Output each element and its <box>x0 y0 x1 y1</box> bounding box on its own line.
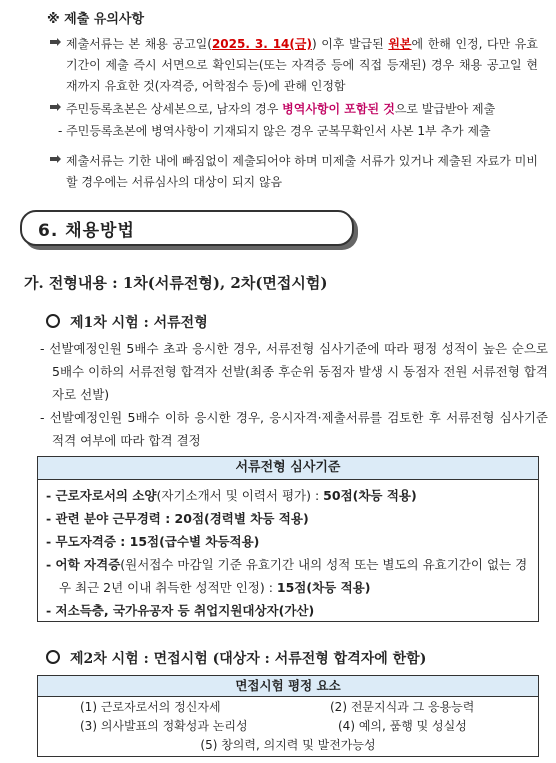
pointing-hand-icon <box>49 154 62 164</box>
notice-item-2-text-a: 주민등록초본은 상세본으로, 남자의 경우 <box>66 102 283 116</box>
section-header <box>20 210 354 246</box>
interview-items <box>38 697 538 755</box>
pointing-hand-icon <box>49 102 62 112</box>
stage1-heading <box>46 312 208 332</box>
criteria-item: - 무도자격증 : 15점(급수별 차등적용) <box>46 534 260 549</box>
notice-item-1-text-b: ) 이후 발급된 <box>311 37 389 51</box>
criteria-header: 서류전형 심사기준 <box>38 457 538 480</box>
notice-item-3-text: 제출서류는 기한 내에 빠짐없이 제출되어야 하며 미제출 서류가 있거나 제출된 자료가 미비할 경우에는 서류심사의 대상이 되지 않음 <box>66 154 538 189</box>
stage1-paragraph-2: - 선발예정인원 5배수 이하 응시한 경우, 응시자격·제출서류를 검토한 후 서류전형 심사기준 적격 여부에 따라 합격 결정 <box>40 410 548 448</box>
notice-item-2-text-b: 으로 발급받아 제출 <box>394 102 496 116</box>
circle-bullet-icon <box>46 650 60 664</box>
interview-item: (2) 전문지식과 그 응용능력 <box>330 700 475 714</box>
stage2-heading <box>46 648 426 668</box>
notice-military-highlight: 병역사항이 포함된 것 <box>282 102 395 116</box>
criteria-item: - 관련 분야 근무경력 : 20점(경력별 차등 적용) <box>46 511 309 526</box>
notice-item-1-text-a: 제출서류는 본 채용 공고일( <box>66 37 212 51</box>
interview-item: (4) 예의, 품행 및 성실성 <box>338 719 467 733</box>
criteria-table <box>37 456 539 622</box>
stage2-title: 제2차 시험 : 면접시험 (대상자 : 서류전형 합격자에 한함) <box>70 651 427 667</box>
stage1-title: 제1차 시험 : 서류전형 <box>70 315 208 331</box>
interview-item: (1) 근로자로서의 정신자세 <box>80 700 221 714</box>
notice-item-3 <box>66 151 538 193</box>
notice-item-1 <box>66 34 538 97</box>
criteria-item: - 저소득층, 국가유공자 등 취업지원대상자(가산) <box>46 603 315 618</box>
interview-item: (5) 창의력, 의지력 및 발전가능성 <box>200 738 376 752</box>
notice-title: ※ 제출 유의사항 <box>47 12 145 27</box>
notice-original-highlight: 원본 <box>388 37 412 51</box>
circle-bullet-icon <box>46 314 60 328</box>
interview-item: (3) 의사발표의 정확성과 논리성 <box>80 719 248 733</box>
notice-item-2 <box>66 99 538 120</box>
stage1-paragraph-1: - 선발예정인원 5배수 초과 응시한 경우, 서류전형 심사기준에 따라 평정 성적이 높은 순으로 5배수 이하의 서류전형 합격자 선발(최종 후순위 동점자 발생 시 동점자 전원 서류전형 합격자로 선발) <box>40 341 548 402</box>
notice-date: 2025. 3. 14(금) <box>211 37 312 51</box>
section-title: 6. 채용방법 <box>38 221 135 241</box>
interview-header: 면접시험 평정 요소 <box>38 676 538 697</box>
notice-item-2-sub: - 주민등록초본에 병역사항이 기재되지 않은 경우 군복무확인서 사본 1부 추가 제출 <box>58 124 491 138</box>
interview-table <box>37 675 539 757</box>
pointing-hand-icon <box>49 37 62 47</box>
criteria-list <box>38 480 538 622</box>
criteria-item: - 근로자로서의 소양(자기소개서 및 이력서 평가) : 50점(차등 적용) <box>46 488 417 503</box>
criteria-item: - 어학 자격증(원서접수 마감일 기준 유효기간 내의 성적 또는 별도의 유효기간이 없는 경우 최근 2년 이내 취득한 성적만 인정) : 15점(차등 적용) <box>46 557 528 595</box>
subsection-title: 가. 전형내용 : 1차(서류전형), 2차(면접시험) <box>24 274 328 292</box>
notice-item-1-text-c: 에 한해 인정, 다만 유효기간이 제출 즉시 서면으로 확인되는(또는 자격증 등에 직접 등재된) 경우 채용 공고일 현재까지 유효한 것(자격증, 어학점수 등)에 관해 인정함 <box>66 37 538 93</box>
